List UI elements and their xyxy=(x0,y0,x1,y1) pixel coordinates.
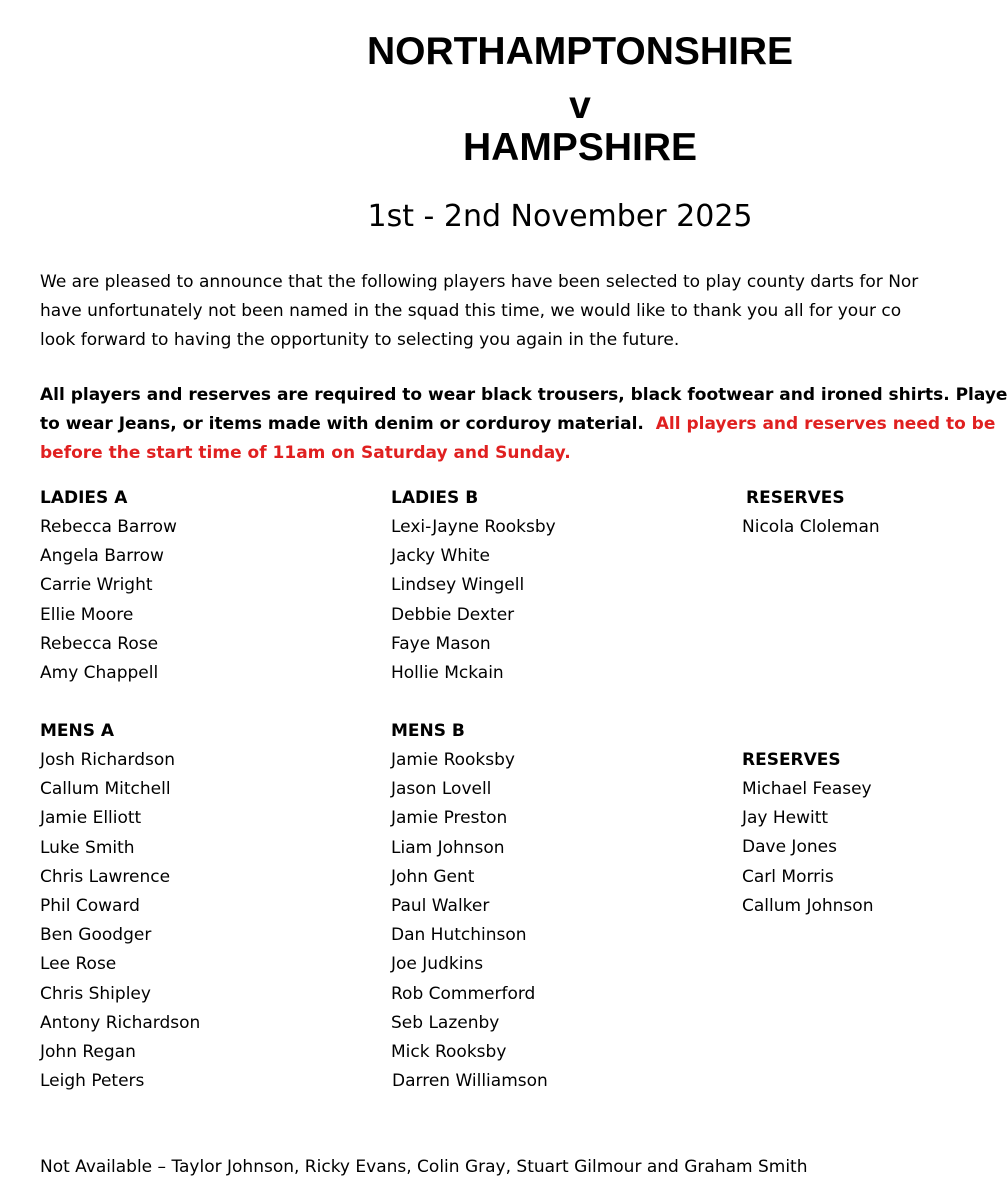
intro-line: look forward to having the opportunity to selecting you again in the future. xyxy=(40,330,680,350)
player-name: Paul Walker xyxy=(391,895,490,916)
ladies-b-section xyxy=(391,484,556,688)
player-name: Carrie Wright xyxy=(40,575,153,596)
player-name: Lexi-Jayne Rooksby xyxy=(391,517,556,537)
player-name: Michael Feasey xyxy=(742,779,872,799)
player-name: Seb Lazenby xyxy=(391,1012,500,1033)
player-name: Debbie Dexter xyxy=(391,604,515,625)
intro-line: have unfortunately not been named in the squad this time, we would like to thank you all for your co xyxy=(40,301,902,321)
mens-a-heading: MENS A xyxy=(40,721,115,741)
ladies-a-section xyxy=(40,484,177,688)
mens-b-list xyxy=(391,746,548,1096)
player-name: Callum Mitchell xyxy=(40,779,171,800)
intro-line: We are pleased to announce that the following players have been selected to play county darts for Nor xyxy=(40,272,919,292)
player-name: Dan Hutchinson xyxy=(391,925,527,946)
mens-reserves-section xyxy=(742,746,873,921)
title-versus: v xyxy=(569,84,591,127)
player-name: Nicola Cloleman xyxy=(742,517,880,537)
player-name: Jacky White xyxy=(391,546,490,567)
mens-a-section xyxy=(40,717,200,1096)
player-name: Antony Richardson xyxy=(40,1012,201,1033)
player-name: Chris Shipley xyxy=(40,983,151,1004)
dress-code-text: to wear Jeans, or items made with denim or corduroy material. xyxy=(40,414,644,434)
player-name: Callum Johnson xyxy=(742,895,874,916)
player-name: Ellie Moore xyxy=(40,604,134,625)
event-date: 1st - 2nd November 2025 xyxy=(367,199,753,234)
ladies-a-heading: LADIES A xyxy=(40,488,128,508)
player-name: Chris Lawrence xyxy=(40,866,171,887)
mens-reserves-heading: RESERVES xyxy=(742,750,841,770)
player-name: Joe Judkins xyxy=(391,954,484,975)
ladies-reserves-heading: RESERVES xyxy=(746,488,845,508)
player-name: Ben Goodger xyxy=(40,925,152,946)
player-name: Angela Barrow xyxy=(40,546,164,567)
player-name: Jamie Preston xyxy=(391,808,508,829)
player-name: Jason Lovell xyxy=(391,779,492,800)
title-home-team: NORTHAMPTONSHIRE xyxy=(366,30,794,73)
mens-reserves-list xyxy=(742,775,873,921)
not-available-note: Not Available – Taylor Johnson, Ricky Evans, Colin Gray, Stuart Gilmour and Graham Smith xyxy=(40,1157,808,1177)
mens-b-heading: MENS B xyxy=(391,721,465,741)
player-name: Mick Rooksby xyxy=(391,1041,507,1062)
ladies-b-heading: LADIES B xyxy=(391,488,479,508)
player-name: Leigh Peters xyxy=(40,1071,145,1092)
player-name: Darren Williamson xyxy=(392,1071,548,1092)
ladies-reserves-list xyxy=(742,513,880,542)
player-name: Faye Mason xyxy=(391,633,491,654)
player-name: Luke Smith xyxy=(40,837,135,858)
dress-code-paragraph xyxy=(40,381,1007,468)
player-name: Lindsey Wingell xyxy=(391,575,525,596)
player-name: Rob Commerford xyxy=(391,983,536,1004)
player-name: Liam Johnson xyxy=(391,837,505,858)
player-name: Carl Morris xyxy=(742,866,834,887)
player-name: Jamie Rooksby xyxy=(391,750,515,770)
title-away-team: HAMPSHIRE xyxy=(462,126,698,169)
player-name: John Regan xyxy=(40,1041,136,1062)
arrival-warning-line: before the start time of 11am on Saturday and Sunday. xyxy=(40,443,571,463)
dress-code-line xyxy=(40,410,1007,439)
mens-a-list xyxy=(40,746,200,1096)
player-name: Dave Jones xyxy=(742,837,837,858)
player-name: Rebecca Rose xyxy=(40,633,159,654)
ladies-reserves-section xyxy=(742,484,880,542)
intro-paragraph xyxy=(40,268,918,355)
mens-b-section xyxy=(391,717,548,1096)
player-name: Lee Rose xyxy=(40,954,117,975)
player-name: Jamie Elliott xyxy=(40,808,142,829)
dress-code-line: All players and reserves are required to wear black trousers, black footwear and ironed shirts. Playe xyxy=(40,385,1007,405)
ladies-b-list xyxy=(391,513,556,688)
ladies-a-list xyxy=(40,513,177,688)
arrival-warning-text: All players and reserves need to be xyxy=(655,414,996,434)
player-name: Amy Chappell xyxy=(40,662,159,683)
player-name: Rebecca Barrow xyxy=(40,517,177,537)
player-name: Phil Coward xyxy=(40,895,140,916)
player-name: Hollie Mckain xyxy=(391,662,504,683)
player-name: Jay Hewitt xyxy=(742,808,829,829)
player-name: John Gent xyxy=(391,866,475,887)
player-name: Josh Richardson xyxy=(40,750,176,770)
